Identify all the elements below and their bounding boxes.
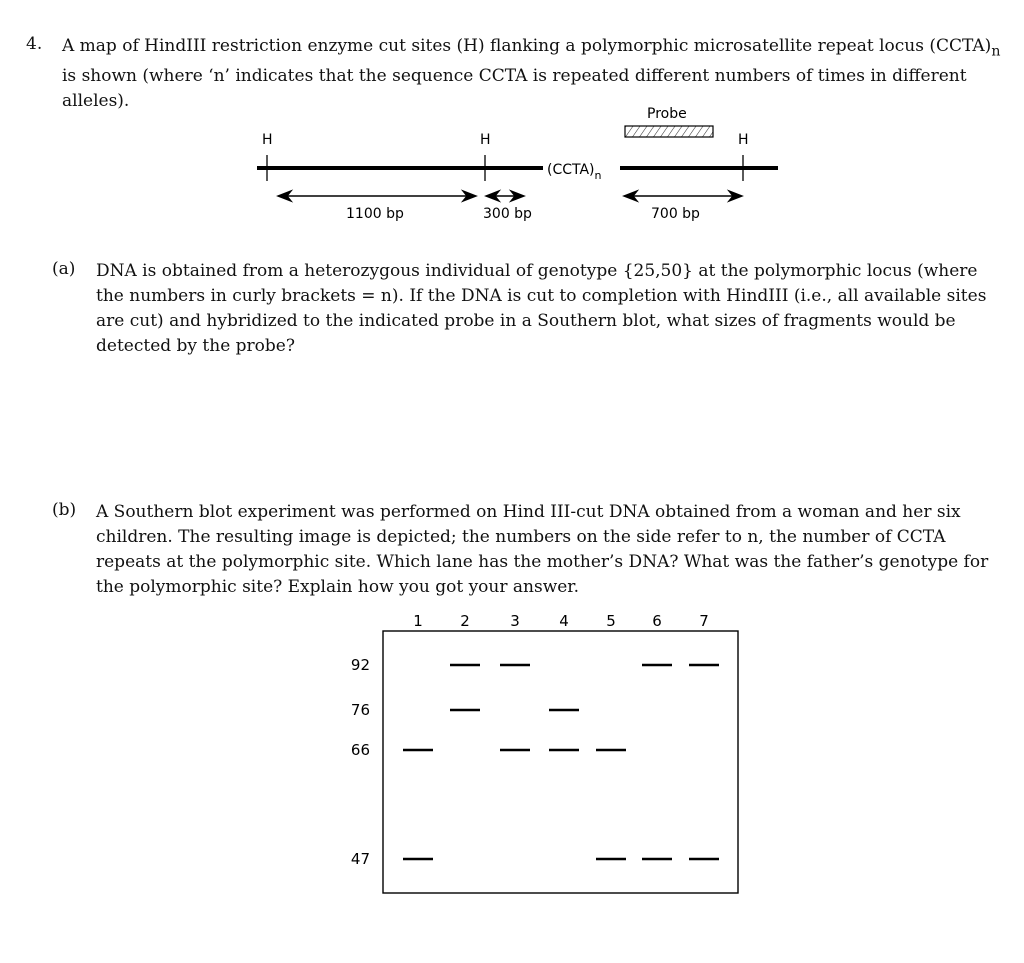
distance-300: 300 bp	[483, 206, 532, 222]
arrow-700	[624, 191, 742, 201]
part-a-label: (a)	[52, 259, 76, 279]
blot-frame	[383, 631, 738, 893]
size-label-47: 47	[350, 850, 370, 868]
lane-label-6: 6	[652, 612, 662, 630]
lane-label-2: 2	[460, 612, 470, 630]
intro-subscript: n	[991, 43, 1001, 60]
probe-box	[625, 126, 713, 137]
lane-label-1: 1	[413, 612, 423, 630]
lane-label-3: 3	[510, 612, 520, 630]
cut-site-label-3: H	[738, 132, 749, 148]
lane-label-5: 5	[606, 612, 616, 630]
restriction-map	[0, 0, 1024, 240]
intro-text-pre: A map of HindIII restriction enzyme cut sites (H) flanking a polymorphic microsatellite repeat locus (CCTA)	[62, 36, 992, 56]
size-label-92: 92	[350, 656, 370, 674]
cut-site-label-1: H	[262, 132, 273, 148]
size-label-66: 66	[350, 741, 370, 759]
lane-label-7: 7	[699, 612, 709, 630]
lane-label-4: 4	[559, 612, 569, 630]
part-b-text: A Southern blot experiment was performed on Hind III-cut DNA obtained from a woman and her six children. The resulting image is depicted; the numbers on the side refer to n, the number of CCTA repeats at the polymorphic site. Which lane has the mother’s DNA? What was the father’s genotype for the polymorphic site? Explain how you got your answer.	[96, 502, 989, 597]
distance-700: 700 bp	[651, 206, 700, 222]
part-b-label: (b)	[52, 500, 77, 520]
arrow-300	[486, 191, 524, 201]
part-a-text: DNA is obtained from a heterozygous individual of genotype {25,50} at the polymorphic locus (where the numbers in curly brackets = n). If the DNA is cut to completion with HindIII (i.e., all available sites are cut) and hybridized to the indicated probe in a Southern blot, what sizes of fragments would be detected by the probe?	[96, 261, 987, 356]
size-label-76: 76	[350, 701, 370, 719]
probe-label: Probe	[647, 106, 687, 122]
question-number: 4.	[26, 34, 43, 54]
repeat-locus-label: $(CCTA)_n$	[547, 162, 602, 182]
intro-text-post: is shown (where ‘n’ indicates that the sequence CCTA is repeated different numbers of times in different alleles).	[62, 66, 967, 112]
arrow-1100	[278, 191, 476, 201]
distance-1100: 1100 bp	[346, 206, 404, 222]
cut-site-label-2: H	[480, 132, 491, 148]
